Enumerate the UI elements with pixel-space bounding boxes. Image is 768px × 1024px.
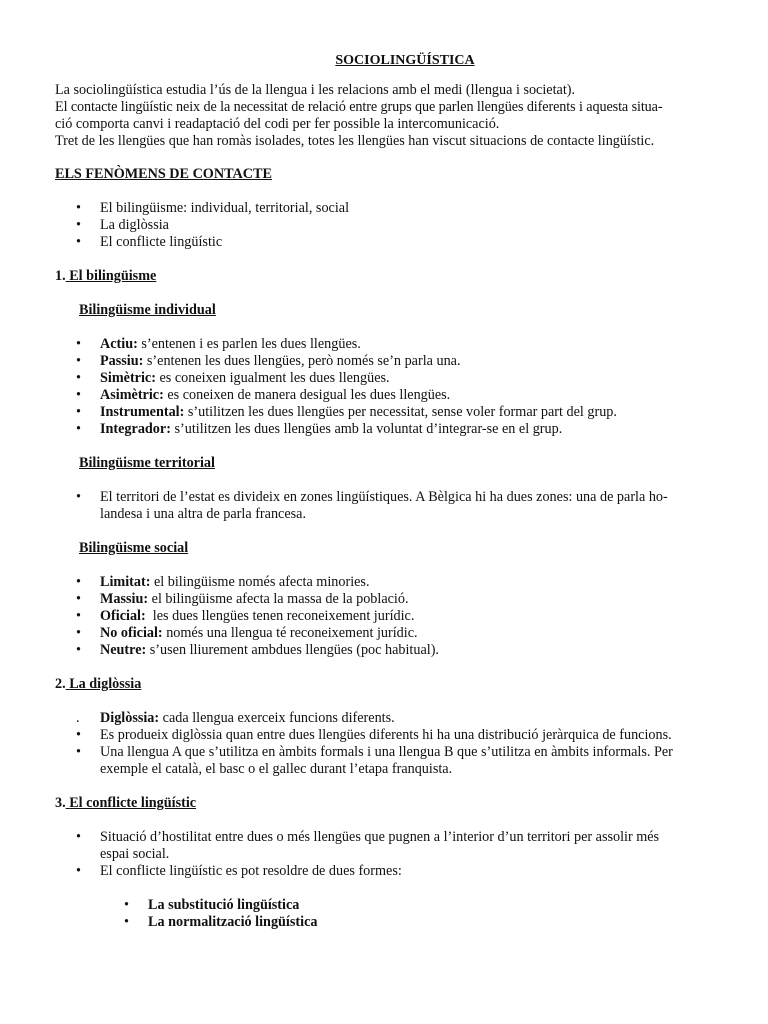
bullet-icon: • [76, 404, 81, 420]
bullet-icon: • [76, 591, 81, 607]
list-item: • No oficial: només una llengua té reconeixement jurídic. [76, 625, 418, 641]
page-title: SOCIOLINGÜÍSTICA [335, 53, 475, 68]
dot-marker: . [76, 710, 80, 726]
intro-line: La sociolingüística estudia l’ús de la llengua i les relacions amb el medi (llengua i societat). [55, 82, 576, 98]
list-item: • Asimètric: es coneixen de manera desigual les dues llengües. [76, 387, 451, 403]
social-list [55, 574, 735, 659]
subheading-territorial: Bilingüisme territorial [79, 455, 215, 471]
contact-heading: ELS FENÒMENS DE CONTACTE [55, 166, 272, 182]
bullet-icon: • [76, 200, 81, 216]
list-item: • Passiu: s’entenen les dues llengües, però només se’n parla una. [76, 353, 461, 369]
subheading-social: Bilingüisme social [79, 540, 189, 556]
bullet-icon: • [76, 421, 81, 437]
list-item: • Limitat: el bilingüisme només afecta minories. [76, 574, 370, 590]
list-item: • Actiu: s’entenen i es parlen les dues llengües. [76, 336, 361, 352]
bullet-icon: • [76, 217, 81, 233]
list-item: • Neutre: s’usen lliurement ambdues llengües (poc habitual). [76, 642, 439, 658]
bullet-icon: • [76, 727, 81, 743]
conflict-list [55, 829, 735, 880]
document-page [55, 52, 735, 931]
list-item: • Integrador: s’utilitzen les dues llengües amb la voluntat d’integrar-se en el grup. [76, 421, 563, 437]
list-item: • Situació d’hostilitat entre dues o més llengües que pugnen a l’interior d’un territori per assolir més espai social. [76, 829, 660, 862]
list-item: . Diglòssia: cada llengua exerceix funcions diferents. [76, 710, 395, 726]
bullet-icon: • [76, 625, 81, 641]
intro-paragraph [55, 82, 735, 150]
bullet-icon: • [76, 608, 81, 624]
list-item: • La substitució lingüística [124, 897, 300, 913]
bullet-icon: • [76, 370, 81, 386]
bullet-icon: • [124, 914, 129, 930]
list-item: • Simètric: es coneixen igualment les dues llengües. [76, 370, 390, 386]
intro-line: Tret de les llengües que han romàs isolades, totes les llengües han viscut situacions de contacte lingüístic. [55, 133, 655, 149]
bullet-icon: • [76, 489, 81, 505]
subheading-individual: Bilingüisme individual [79, 302, 216, 318]
bullet-icon: • [76, 353, 81, 369]
bullet-icon: • [76, 336, 81, 352]
resolution-forms-list [55, 897, 735, 931]
territorial-list [55, 489, 735, 523]
bullet-icon: • [76, 642, 81, 658]
list-item: • Oficial: les dues llengües tenen reconeixement jurídic. [76, 608, 415, 624]
list-item: • La diglòssia [76, 217, 169, 233]
bullet-icon: • [124, 897, 129, 913]
intro-line: ció comporta canvi i readaptació del codi per fer possible la intercomunicació. [55, 116, 500, 132]
section-3-heading: 3. El conflicte lingüístic [55, 795, 197, 811]
bullet-icon: • [76, 574, 81, 590]
bullet-icon: • [76, 234, 81, 250]
intro-line: El contacte lingüístic neix de la necessitat de relació entre grups que parlen llengües diferents i aquesta situa- [55, 99, 663, 115]
section-1-heading: 1. El bilingüisme [55, 268, 157, 284]
bullet-icon: • [76, 387, 81, 403]
bullet-icon: • [76, 863, 81, 879]
list-item: • El conflicte lingüístic [76, 234, 223, 250]
list-item: • El bilingüisme: individual, territorial, social [76, 200, 350, 216]
individual-list [55, 336, 735, 438]
bullet-icon: • [76, 829, 81, 845]
list-item: • Es produeix diglòssia quan entre dues llengües diferents hi ha una distribució jeràrquica de funcions. [76, 727, 672, 743]
diglossia-list [55, 710, 735, 778]
list-item: • El conflicte lingüístic es pot resoldre de dues formes: [76, 863, 402, 879]
list-item: • El territori de l’estat es divideix en zones lingüístiques. A Bèlgica hi ha dues zones: una de parla ho- landesa i una altra de parla francesa. [76, 489, 668, 522]
list-item: • Massiu: el bilingüisme afecta la massa de la població. [76, 591, 409, 607]
section-2-heading: 2. La diglòssia [55, 676, 142, 692]
contact-list [55, 200, 735, 251]
list-item: • Instrumental: s’utilitzen les dues llengües per necessitat, sense voler formar part del grup. [76, 404, 617, 420]
list-item: • Una llengua A que s’utilitza en àmbits formals i una llengua B que s’utilitza en àmbits informals. Per exemple el català, el basc o el gallec durant l’etapa franquista. [76, 744, 673, 777]
list-item: • La normalització lingüística [124, 914, 318, 930]
bullet-icon: • [76, 744, 81, 760]
